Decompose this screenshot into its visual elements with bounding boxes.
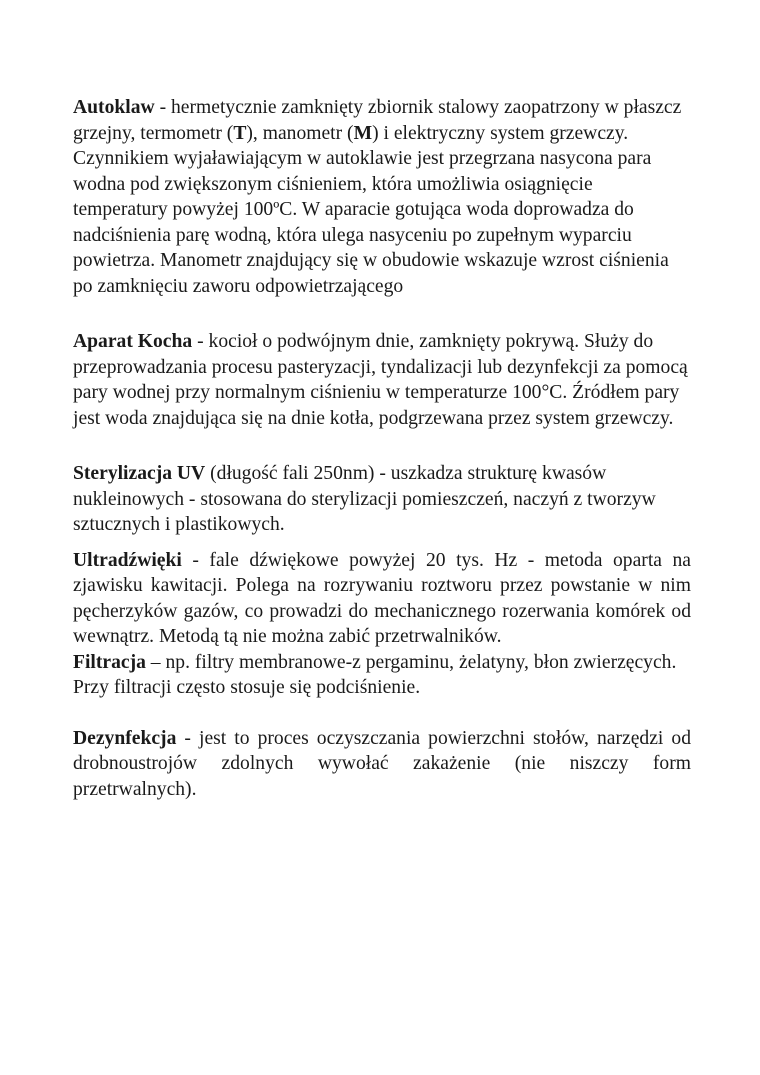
ultra-text: - fale dźwiękowe powyżej 20 tys. Hz - metoda oparta na zjawisku kawitacji. Polega na rozrywaniu roztworu przez powstanie w nim pęcherzyków gazów, co prowadzi do mechanicznego rozerwania komórek od wewnątrz. Metodą tą nie można zabić przetrwalników.: [73, 549, 691, 647]
kocha-text: - kocioł o podwójnym dnie, zamknięty pokrywą. Służy do przeprowadzania procesu pasteryzacji, tyndalizacji lub dezynfekcji za pomocą pary wodnej przy normalnym ciśnieniu w temperaturze 100°C. Źródłem pary jest woda znajdująca się na dnie kotła, podgrzewana przez system grzewczy.: [73, 331, 688, 429]
autoklaw-text-1: - hermetycznie zamknięty zbiornik stalowy zaopatrzony w płaszcz grzejny, termometr (: [73, 97, 682, 144]
filtracja-paragraph: [73, 650, 691, 676]
ultra-term: Ultradźwięki: [73, 549, 182, 571]
filtracja-text: – np. filtry membranowe-z pergaminu, żelatyny, błon zwierzęcych.: [145, 651, 677, 673]
spacer: [73, 538, 691, 548]
ultra-paragraph: [73, 548, 691, 650]
dezynfekcja-paragraph: [73, 726, 691, 803]
autoklaw-paragraph: [73, 95, 691, 299]
dezynfekcja-term: Dezynfekcja: [73, 727, 177, 749]
autoklaw-term: Autoklaw: [73, 97, 155, 118]
kocha-term: Aparat Kocha: [73, 331, 193, 352]
dezynfekcja-text: - jest to proces oczyszczania powierzchni stołów, narzędzi od drobnoustrojów zdolnych wywołać zakażenie (nie niszczy form przetrwalnych).: [73, 727, 691, 800]
uv-text: (długość fali 250nm) - uszkadza strukturę kwasów nukleinowych - stosowana do sterylizacji pomieszczeń, naczyń z tworzyw sztucznych i plastikowych.: [73, 463, 656, 535]
uv-paragraph: [73, 461, 691, 538]
spacer: [73, 299, 691, 329]
spacer: [73, 701, 691, 726]
uv-term: Sterylizacja UV: [73, 463, 206, 484]
autoklaw-text-2: ), manometr (: [246, 122, 354, 144]
filtracja-term: Filtracja: [73, 651, 146, 673]
thermometer-symbol: T: [233, 122, 247, 144]
document-page: [73, 95, 691, 802]
autoklaw-text-3: ) i elektryczny system grzewczy. Czynnikiem wyjaławiającym w autoklawie jest przegrzana nasycona para wodna pod zwiększonym ciśnieniem, która umożliwia osiągnięcie temperatury powyżej 100ºC. W aparacie gotująca woda doprowadza do nadciśnienia parę wodną, która ulega nasyceniu po zupełnym wyparciu powietrza. Manometr znajdujący się w obudowie wskazuje wzrost ciśnienia po zamknięciu zaworu odpowietrzającego: [73, 122, 669, 297]
filtracja-note: Przy filtracji często stosuje się podciśnienie.: [73, 677, 421, 698]
manometer-symbol: M: [353, 122, 373, 144]
kocha-paragraph: [73, 329, 691, 431]
spacer: [73, 431, 691, 461]
